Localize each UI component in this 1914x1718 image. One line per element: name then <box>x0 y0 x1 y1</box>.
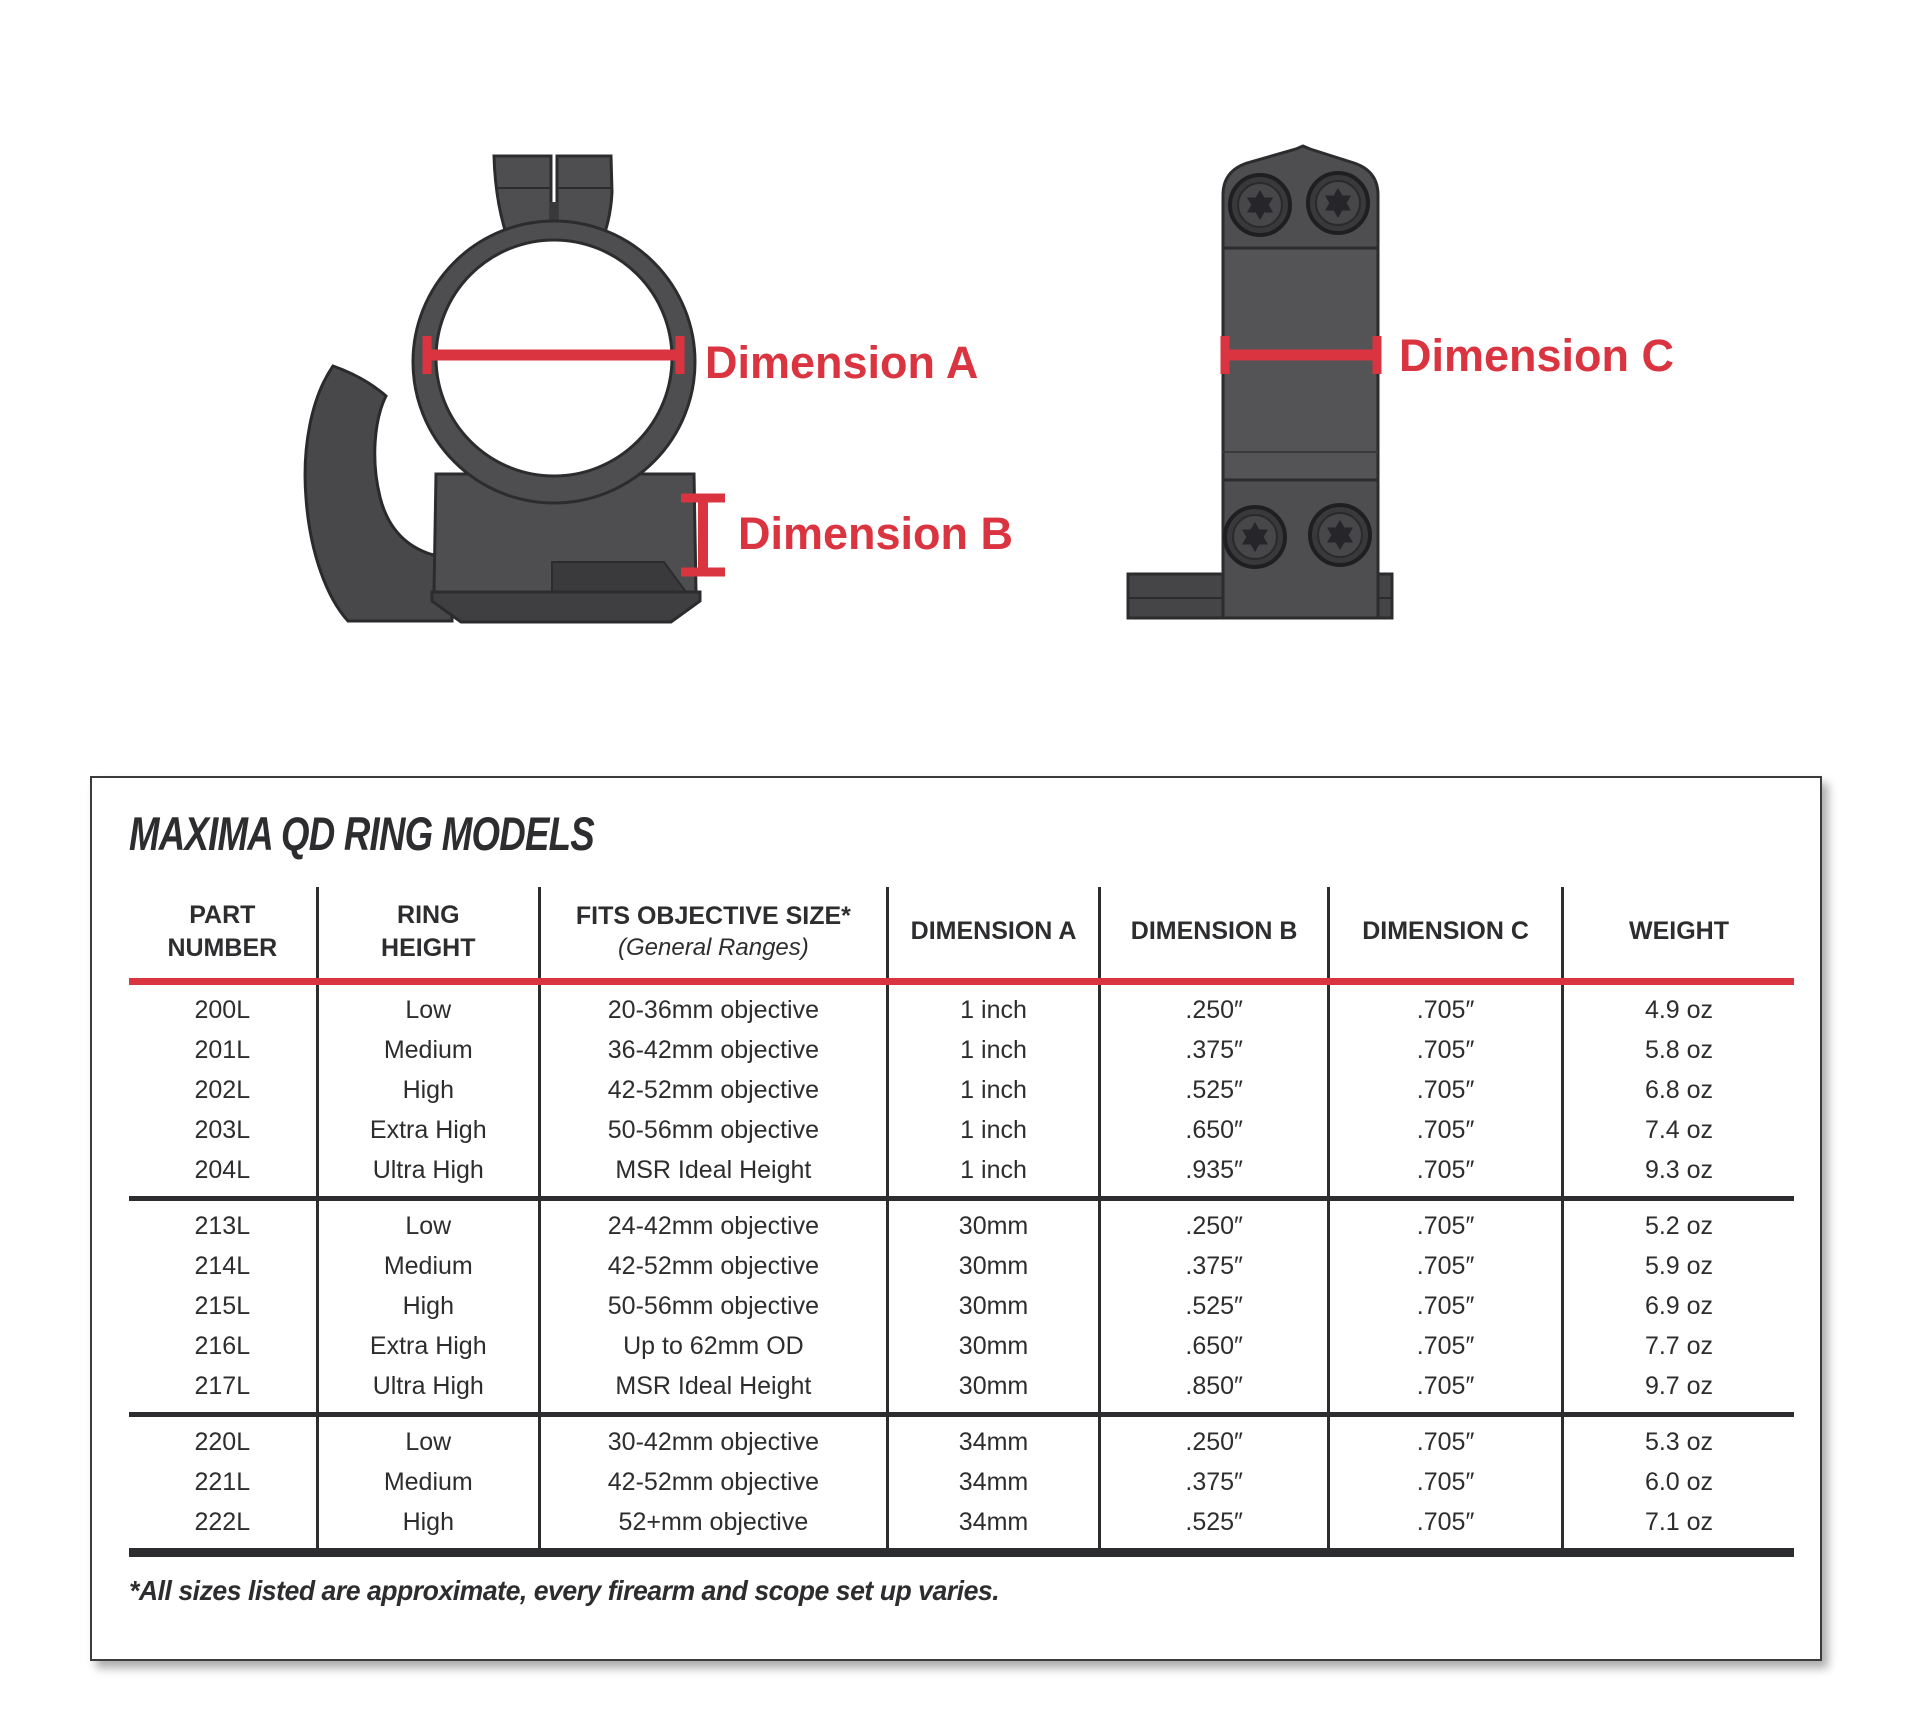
table-cell: 201L <box>194 1036 251 1064</box>
screw-icon <box>1230 175 1290 235</box>
table-cell: 220L <box>129 1415 317 1464</box>
header-subline: (General Ranges) <box>618 934 809 962</box>
table-cell: 9.7 oz <box>1563 1367 1794 1415</box>
table-cell: 4.9 oz <box>1563 982 1794 1032</box>
table-cell: 1 inch <box>887 1071 1099 1111</box>
header-line: WEIGHT <box>1629 917 1729 946</box>
table-cell: .375″ <box>1100 1463 1329 1503</box>
screw-icon <box>1225 507 1285 567</box>
table-cell: .705″ <box>1329 1503 1563 1553</box>
table-cell: 52+mm objective <box>539 1503 887 1553</box>
table-cell: 222L <box>129 1503 317 1553</box>
table-cell: 50-56mm objective <box>539 1287 887 1327</box>
table-cell: High <box>317 1287 539 1327</box>
table-cell: MSR Ideal Height <box>539 1151 887 1199</box>
table-cell: 30mm <box>887 1247 1099 1287</box>
table-row <box>129 1247 1794 1287</box>
dimension-a-label: Dimension A <box>705 337 979 388</box>
table-cell: Low <box>317 1415 539 1464</box>
table-cell: .705″ <box>1329 1071 1563 1111</box>
screw-icon <box>1308 173 1368 233</box>
group-1-inch-rings <box>129 982 1794 1199</box>
group-34mm-rings <box>129 1415 1794 1553</box>
table-cell: .250″ <box>1100 1199 1329 1248</box>
table-cell: 214L <box>194 1252 251 1280</box>
header-line: HEIGHT <box>381 933 476 962</box>
table-cell: Medium <box>317 1247 539 1287</box>
saddle-band <box>1225 250 1376 479</box>
table-cell: 221L <box>194 1468 251 1496</box>
table-cell: 30mm <box>887 1327 1099 1367</box>
table-row <box>129 1071 1794 1111</box>
table-row <box>129 1415 1794 1464</box>
header-line: RING <box>397 901 460 929</box>
table-cell: 1 inch <box>887 1031 1099 1071</box>
table-cell: 1 inch <box>887 982 1099 1032</box>
table-cell: High <box>317 1071 539 1111</box>
table-cell: 6.9 oz <box>1563 1287 1794 1327</box>
footnote: *All sizes listed are approximate, every firearm and scope set up varies. <box>129 1575 1000 1606</box>
header-line: NUMBER <box>167 933 278 962</box>
table-row <box>129 1503 1794 1553</box>
table-row <box>129 1199 1794 1248</box>
table-cell: 5.9 oz <box>1563 1247 1794 1287</box>
header-line: FITS OBJECTIVE SIZE* <box>575 901 851 930</box>
table-cell: 7.4 oz <box>1563 1111 1794 1151</box>
table-cell: Low <box>317 1199 539 1248</box>
table-cell: 20-36mm objective <box>539 982 887 1032</box>
table-cell: Ultra High <box>317 1367 539 1415</box>
table-cell: 30mm <box>887 1367 1099 1415</box>
table-cell: Medium <box>317 1463 539 1503</box>
table-row <box>129 1287 1794 1327</box>
table-cell: 30-42mm objective <box>539 1415 887 1464</box>
table-cell: 5.2 oz <box>1563 1199 1794 1248</box>
table-cell: .935″ <box>1100 1151 1329 1199</box>
table-cell: 36-42mm objective <box>539 1031 887 1071</box>
table-cell: MSR Ideal Height <box>539 1367 887 1415</box>
col-header-part-number <box>129 887 317 982</box>
base-rail <box>432 592 700 622</box>
table-cell: .525″ <box>1100 1071 1329 1111</box>
table-cell: 34mm <box>887 1415 1099 1464</box>
table-cell: .705″ <box>1329 1111 1563 1151</box>
screw-icon <box>1310 505 1370 565</box>
table-cell: High <box>317 1503 539 1553</box>
table-cell: 5.8 oz <box>1563 1031 1794 1071</box>
spec-table-card <box>90 776 1822 1661</box>
table-cell: .705″ <box>1329 1327 1563 1367</box>
table-cell: 203L <box>194 1116 251 1144</box>
table-cell: 215L <box>194 1292 251 1320</box>
col-header-weight <box>1563 887 1794 982</box>
table-row <box>129 982 1794 1032</box>
table-cell: 6.0 oz <box>1563 1463 1794 1503</box>
table-cell: Ultra High <box>317 1151 539 1199</box>
table-row <box>129 1031 1794 1071</box>
table-cell: 202L <box>194 1076 251 1104</box>
table-row <box>129 1111 1794 1151</box>
table-cell: .250″ <box>1100 982 1329 1032</box>
col-header-ring-height <box>317 887 539 982</box>
table-cell: 216L <box>194 1332 251 1360</box>
table-cell: 9.3 oz <box>1563 1151 1794 1199</box>
table-cell: 42-52mm objective <box>539 1071 887 1111</box>
table-row <box>129 1151 1794 1199</box>
dimension-c-label: Dimension C <box>1399 330 1675 381</box>
table-cell: .705″ <box>1329 1287 1563 1327</box>
col-header-objective-size <box>539 887 887 982</box>
table-cell: Medium <box>317 1031 539 1071</box>
table-cell: .650″ <box>1100 1111 1329 1151</box>
table-row <box>129 1327 1794 1367</box>
group-30mm-rings <box>129 1199 1794 1415</box>
table-cell: .705″ <box>1329 1367 1563 1415</box>
table-cell: 24-42mm objective <box>539 1199 887 1248</box>
table-cell: 1 inch <box>887 1151 1099 1199</box>
table-cell: 30mm <box>887 1287 1099 1327</box>
table-cell: 7.1 oz <box>1563 1503 1794 1553</box>
table-cell: 42-52mm objective <box>539 1247 887 1287</box>
table-cell: 217L <box>194 1372 251 1400</box>
table-cell: 213L <box>129 1199 317 1248</box>
table-cell: 34mm <box>887 1463 1099 1503</box>
col-header-dimension-a <box>887 887 1099 982</box>
table-cell: 5.3 oz <box>1563 1415 1794 1464</box>
table-cell: 6.8 oz <box>1563 1071 1794 1111</box>
table-cell: .650″ <box>1100 1327 1329 1367</box>
table-title: MAXIMA QD RING MODELS <box>129 807 594 860</box>
spec-table <box>129 887 1794 1557</box>
table-cell: .705″ <box>1329 1415 1563 1464</box>
header-line: DIMENSION B <box>1130 917 1298 946</box>
table-cell: .375″ <box>1100 1031 1329 1071</box>
table-cell: 50-56mm objective <box>539 1111 887 1151</box>
table-row <box>129 1367 1794 1415</box>
table-cell: .850″ <box>1100 1367 1329 1415</box>
table-cell: .705″ <box>1329 1151 1563 1199</box>
header-line: DIMENSION A <box>910 917 1077 946</box>
ring-side-view-diagram <box>1090 118 1690 648</box>
table-cell: Up to 62mm OD <box>539 1327 887 1367</box>
table-cell: 1 inch <box>887 1111 1099 1151</box>
table-cell: 42-52mm objective <box>539 1463 887 1503</box>
header-row <box>129 887 1794 982</box>
table-cell: .705″ <box>1329 982 1563 1032</box>
dimension-b-label: Dimension B <box>738 508 1014 559</box>
table-cell: 30mm <box>887 1199 1099 1248</box>
ring-front-view-diagram <box>240 118 1014 648</box>
table-cell: Low <box>317 982 539 1032</box>
table-row <box>129 1463 1794 1503</box>
col-header-dimension-b <box>1100 887 1329 982</box>
table-cell: .705″ <box>1329 1031 1563 1071</box>
col-header-dimension-c <box>1329 887 1563 982</box>
table-cell: .525″ <box>1100 1287 1329 1327</box>
table-cell: .250″ <box>1100 1415 1329 1464</box>
base-wedge <box>552 562 686 592</box>
header-line: DIMENSION C <box>1362 917 1529 946</box>
table-cell: .705″ <box>1329 1199 1563 1248</box>
table-cell: 204L <box>194 1156 251 1184</box>
table-cell: .705″ <box>1329 1463 1563 1503</box>
header-line: PART <box>189 901 256 929</box>
table-cell: .705″ <box>1329 1247 1563 1287</box>
table-cell: Extra High <box>317 1327 539 1367</box>
table-cell: 7.7 oz <box>1563 1327 1794 1367</box>
table-cell: Extra High <box>317 1111 539 1151</box>
table-cell: .525″ <box>1100 1503 1329 1553</box>
table-cell: .375″ <box>1100 1247 1329 1287</box>
table-cell: 34mm <box>887 1503 1099 1553</box>
table-cell: 200L <box>194 996 251 1024</box>
